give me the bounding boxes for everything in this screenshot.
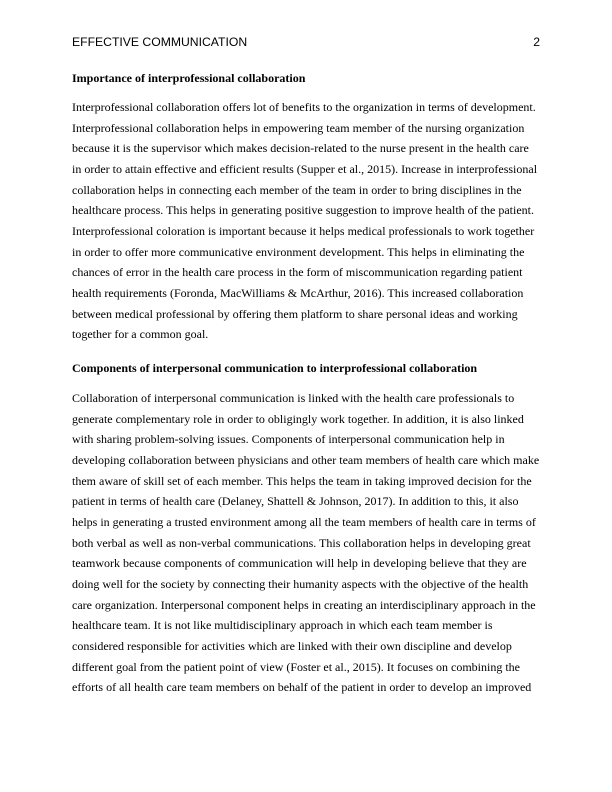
text-line: because it is the supervisor which makes decision-related to the nurse present in the health care xyxy=(72,141,529,156)
text-line: teamwork because components of communication will help in developing believe that they are xyxy=(72,556,527,571)
text-line: different goal from the patient point of view (Foster et al., 2015). It focuses on combining the xyxy=(72,659,521,674)
text-line: with sharing problem-solving issues. Components of interpersonal communication help in xyxy=(72,432,505,447)
text-line: care organization. Interpersonal component helps in creating an interdisciplinary approach in the xyxy=(72,597,536,612)
paragraph-components xyxy=(72,388,552,698)
text-line: collaboration helps in connecting each member of the team in order to bring disciplines in the xyxy=(72,182,522,197)
text-line: Interprofessional collaboration offers lot of benefits to the organization in terms of development. xyxy=(72,100,536,114)
text-line: between medical professional by offering them platform to share personal ideas and working xyxy=(72,306,518,321)
text-line: health requirements (Foronda, MacWilliams & McArthur, 2016). This increased collaboration xyxy=(72,286,524,301)
text-line: them aware of skill set of each member. This helps the team in taking improved decision for the xyxy=(72,473,532,488)
text-line: doing well for the society by connecting their humanity aspects with the objective of the health xyxy=(72,577,529,592)
section-heading-components: Components of interpersonal communication to interprofessional collaboration xyxy=(72,361,478,375)
text-line: together for a common goal. xyxy=(72,327,209,342)
paragraph-importance xyxy=(72,97,552,345)
text-line: efforts of all health care team members on behalf of the patient in order to develop an improved xyxy=(72,680,532,695)
section-heading-importance: Importance of interprofessional collaboration xyxy=(72,71,306,85)
text-line: developing collaboration between physicians and other team members of health care which make xyxy=(72,453,540,468)
text-line: generate complementary role in order to obligingly work together. In addition, it is also linked xyxy=(72,411,524,426)
text-line: healthcare team. It is not like multidisciplinary approach in which each team member is xyxy=(72,618,493,633)
text-line: Interprofessional collaboration helps in empowering team member of the nursing organization xyxy=(72,120,525,135)
text-line: healthcare process. This helps in generating positive suggestion to improve health of the patient. xyxy=(72,203,534,218)
text-line: in order to attain effective and efficient results (Supper et al., 2015). Increase in interprofessional xyxy=(72,162,538,177)
text-line: patient in terms of health care (Delaney, Shattell & Johnson, 2017). In addition to this, it also xyxy=(72,494,519,509)
page-number: 2 xyxy=(533,35,540,49)
text-line: Collaboration of interpersonal communication is linked with the health care professionals to xyxy=(72,391,515,405)
text-line: in order to offer more communicative environment development. This helps in eliminating the xyxy=(72,244,525,259)
text-line: chances of error in the health care process in the form of miscommunication regarding patient xyxy=(72,265,523,280)
text-line: helps in generating a trusted environment among all the team members of health care in terms of xyxy=(72,515,536,530)
text-line: considered responsible for activities which are linked with their own discipline and develop xyxy=(72,639,512,654)
text-line: Interprofessional coloration is important because it helps medical professionals to work together xyxy=(72,224,535,239)
text-line: both verbal as well as non-verbal communications. This collaboration helps in developing great xyxy=(72,535,531,550)
running-title: EFFECTIVE COMMUNICATION xyxy=(72,35,248,49)
